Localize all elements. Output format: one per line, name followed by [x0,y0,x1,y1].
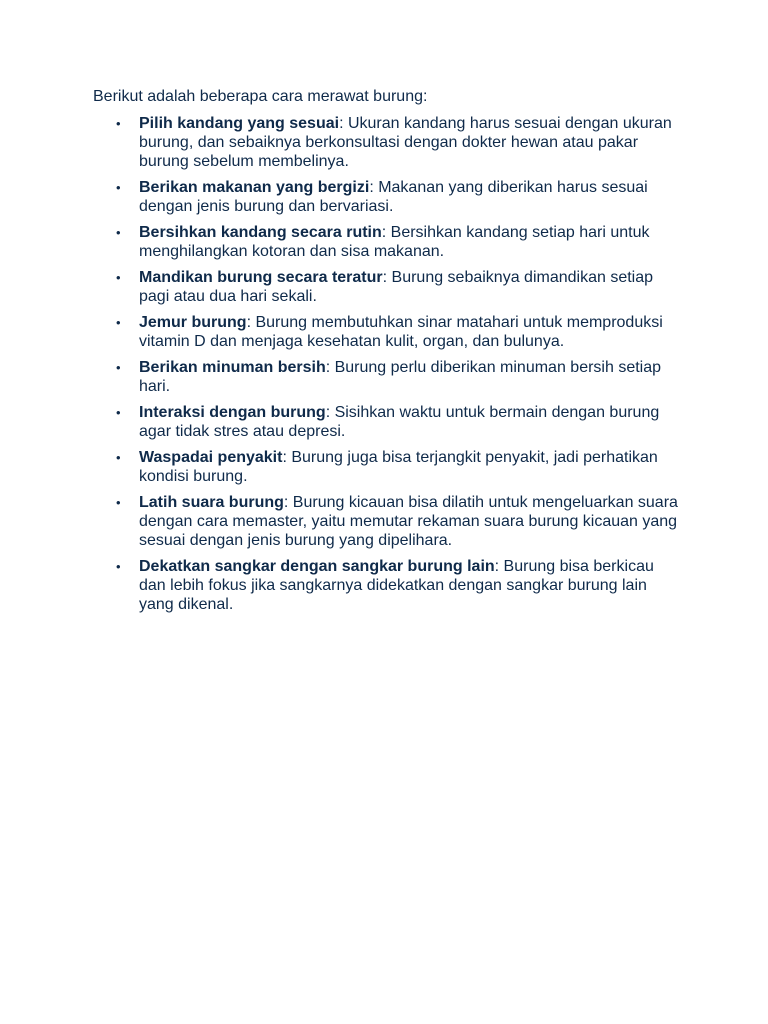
list-item [93,557,683,614]
list-item [93,358,683,396]
tip-term: Berikan minuman bersih [139,359,326,376]
tip-term: Interaksi dengan burung [139,404,326,421]
tip-term: Mandikan burung secara teratur [139,269,383,286]
tip-term: Jemur burung [139,314,247,331]
bullet-icon: • [116,450,121,465]
list-item [93,403,683,441]
intro-paragraph: Berikut adalah beberapa cara merawat burung: [93,88,428,105]
bullet-icon: • [116,360,121,375]
tip-term: Latih suara burung [139,494,284,511]
tip-description: : Burung bisa berkicau dan lebih fokus jika sangkarnya didekatkan dengan sangkar burung lain yang dikenal. [139,558,654,613]
tip-term: Waspadai penyakit [139,449,283,466]
tip-description: : Burung kicauan bisa dilatih untuk mengeluarkan suara dengan cara memaster, yaitu memutar rekaman suara burung kicauan yang sesuai dengan jenis burung yang dipelihara. [139,494,678,549]
tip-description: : Makanan yang diberikan harus sesuai dengan jenis burung dan bervariasi. [139,179,648,215]
list-item [93,223,683,261]
list-item [93,114,683,171]
bullet-icon: • [116,405,121,420]
tip-description: : Burung sebaiknya dimandikan setiap pagi atau dua hari sekali. [139,269,654,305]
tip-term: Bersihkan kandang secara rutin [139,224,382,241]
tip-description: : Burung membutuhkan sinar matahari untuk memproduksi vitamin D dan menjaga kesehatan kulit, organ, dan bulunya. [139,314,663,350]
bullet-icon: • [116,315,121,330]
list-item [93,178,683,216]
tip-term: Pilih kandang yang sesuai [139,115,340,132]
tips-list [93,114,683,614]
bullet-icon: • [116,225,121,240]
bullet-icon: • [116,116,121,131]
tip-term: Berikan makanan yang bergizi [139,179,370,196]
bullet-icon: • [116,270,121,285]
tip-description: : Sisihkan waktu untuk bermain dengan burung agar tidak stres atau depresi. [139,404,660,440]
tip-term: Dekatkan sangkar dengan sangkar burung lain [139,558,495,575]
list-item [93,313,683,351]
list-item [93,448,683,486]
tip-description: : Burung juga bisa terjangkit penyakit, jadi perhatikan kondisi burung. [139,449,658,485]
bullet-icon: • [116,180,121,195]
tip-description: : Bersihkan kandang setiap hari untuk menghilangkan kotoran dan sisa makanan. [139,224,650,260]
document-page [93,87,683,621]
tip-description: : Ukuran kandang harus sesuai dengan ukuran burung, dan sebaiknya berkonsultasi dengan dokter hewan atau pakar burung sebelum membelinya. [139,115,672,170]
tip-description: : Burung perlu diberikan minuman bersih setiap hari. [139,359,662,395]
bullet-icon: • [116,559,121,574]
bullet-icon: • [116,495,121,510]
list-item [93,268,683,306]
list-item [93,493,683,550]
